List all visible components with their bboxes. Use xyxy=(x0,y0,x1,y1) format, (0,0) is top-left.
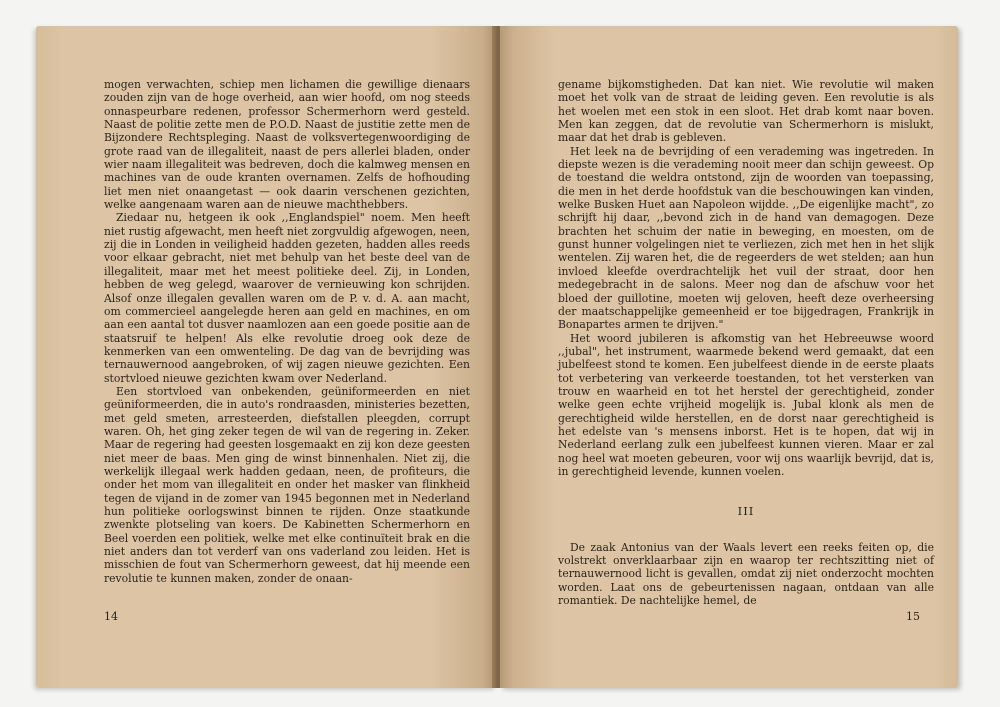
page-number-left: 14 xyxy=(104,610,118,623)
chapter-heading: III xyxy=(737,504,755,519)
right-page-text xyxy=(558,78,934,607)
paragraph: Een stortvloed van onbekenden, geüniformeerden en niet geüniformeerden, die in auto's rondraasden, ministeries bezetten, met geld smeten, arresteerden, diefstallen pleegden, corrupt waren. Oh, het ging zeker tegen de wil van de regering in. Zeker. Maar de regering had geesten losgemaakt en zij kon deze geesten niet meer de baas. Men ging de winst binnenhalen. Niet zij, die werkelijk illegaal werk hadden gedaan, neen, de profiteurs, die onder het mom van illegaliteit en onder het masker van flinkheid tegen de vijand in de zomer van 1945 begonnen met in Nederland hun politieke oorlogswinst binnen te rijden. Onze staatkunde zwenkte plotseling van koers. De Kabinetten Schermerhorn en Beel voerden een politiek, welke met elke continuïteit brak en die niet anders dan tot verderf van ons vaderland zou leiden. Het is misschien de fout van Schermerhorn geweest, dat hij meende een revolutie te kunnen maken, zonder de onaan- xyxy=(104,384,470,585)
paragraph: Ziedaar nu, hetgeen ik ook ,,Englandspiel" noem. Men heeft niet rustig afgewacht, men heeft niet zorgvuldig afgewogen, neen, zij die in Londen in veiligheid hadden gezeten, hadden alles reeds voor elkaar gebracht, niet met behulp van het beste deel van de illegaliteit, maar met het meest politieke deel. Zij, in Londen, hebben de weg gelegd, waarover de vernieuwing kon schrijden. Alsof onze illegalen gevallen waren om de P. v. d. A. aan macht, om commercieel aangelegde heren aan geld en machines, en om aan een aantal tot dusver naamlozen aan een goede positie aan de staatsruif te helpen! Als elke revolutie droeg ook deze de kenmerken van een omwenteling. De dag van de bevrijding was ternauwernood aangebroken, of wij zagen nieuwe gezichten. Een stortvloed nieuwe gezichten kwam over Nederland. xyxy=(104,211,470,385)
open-book xyxy=(36,26,958,688)
paragraph: Het woord jubileren is afkomstig van het Hebreeuwse woord ,,jubal", het instrument, waarmede bekend werd gemaakt, dat een jubelfeest stond te komen. Een jubelfeest diende in de eerste plaats tot verbetering van verkeerde toestanden, tot het versterken van trouw en waarheid en tot het herstel der gerechtigheid, zonder welke geen echte vrijheid mogelijk is. Jubal klonk als men de gerechtigheid wilde herstellen, en de dorst naar gerechtigheid is het edelste van 's mensens inborst. Het is te hopen, dat wij in Nederland eerlang zulk een jubelfeest kunnen vieren. Maar er zal nog heel wat moeten gebeuren, voor wij ons waarlijk bevrijd, dat is, in gerechtigheid levende, kunnen voelen. xyxy=(558,331,934,478)
paragraph: mogen verwachten, schiep men lichamen die gewillige dienaars zouden zijn van de hoge overheid, aan wier hoofd, om nog steeds onnaspeurbare redenen, professor Schermerhorn werd gesteld. Naast de politie zette men de P.O.D. Naast de justitie zette men de Bijzondere Rechtspleging. Naast de volksvertegenwoordiging de grote raad van de illegaliteit, naast de pers allerlei bladen, onder wier naam illegaliteit was bedreven, doch die kalmweg mensen en machines van de oude kranten overnamen. Zelfs de hofhouding liet men niet onaangetast — ook daarin verschenen gezichten, welke aangenaam waren aan de nieuwe machthebbers. xyxy=(104,78,470,212)
paragraph: gename bijkomstigheden. Dat kan niet. Wie revolutie wil maken moet het volk van de straat de leiding geven. Een revolutie is als het woelen met een stok in een sloot. Het drab komt naar boven. Men kan zeggen, dat de revolutie van Schermerhorn is mislukt, maar dat het drab is gebleven. xyxy=(558,78,934,145)
right-page xyxy=(500,26,958,688)
page-number-right: 15 xyxy=(906,610,920,623)
left-page xyxy=(36,26,496,688)
left-page-text xyxy=(104,78,470,585)
paragraph: Het leek na de bevrijding of een verademing was ingetreden. In diepste wezen is die verademing nooit meer dan schijn geweest. Op de toestand die weldra ontstond, zijn de woorden van toepassing, die men in het derde hoofdstuk van die beschouwingen kan vinden, welke Busken Huet aan Napoleon wijdde. ,,De eigenlijke macht", zo schrijft hij daar, ,,bevond zich in de hand van demagogen. Deze brachten het schuim der natie in beweging, en moesten, om de gunst hunner volgelingen niet te verliezen, zich met hen in het slijk wentelen. Zij waren het, die de regeerders de wet stelden; aan hun invloed kleefde overdrachtelijk het vuil der straat, door hen medegebracht in de salons. Meer nog dan de afschuw voor het bloed der guillotine, moeten wij geloven, heeft deze overheersing der maatschappelijke gemeenheid er toe bijgedragen, Frankrijk in Bonapartes armen te drijven." xyxy=(558,144,934,332)
paragraph: De zaak Antonius van der Waals levert een reeks feiten op, die volstrekt onverklaarbaar zijn en waarop ter rechtszitting niet of ternauwernood licht is gevallen, omdat zij niet onderzocht mochten worden. Laat ons de gebeurtenissen nagaan, ontdaan van alle romantiek. De nachtelijke hemel, de xyxy=(558,540,934,608)
